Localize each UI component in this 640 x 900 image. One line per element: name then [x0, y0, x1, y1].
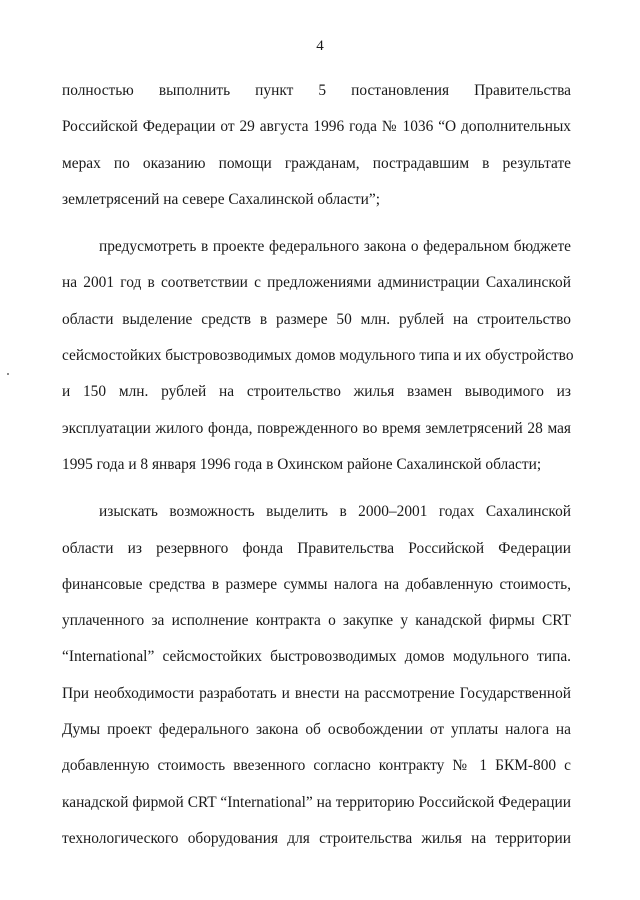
text-line: эксплуатации жилого фонда, поврежденного во время землетрясений 28 мая — [62, 419, 571, 437]
paragraph-gap — [62, 489, 571, 500]
text-line: сейсмостойких быстровозводимых домов модульного типа и их обустройство — [62, 347, 574, 365]
text-line: изыскать возможность выделить в 2000–2001 годах Сахалинской — [99, 503, 571, 521]
text-line: Российской Федерации от 29 августа 1996 года № 1036 “О дополнительных — [62, 118, 571, 136]
text-line: уплаченного за исполнение контракта о закупке у канадской фирмы CRT — [62, 612, 571, 630]
text-line: области из резервного фонда Правительства Российской Федерации — [62, 539, 571, 557]
text-line: При необходимости разработать и внести на рассмотрение Государственной — [62, 684, 571, 702]
scan-speck — [7, 373, 9, 375]
document-body — [62, 79, 574, 863]
paragraph-3 — [62, 500, 571, 863]
paragraph-1 — [62, 79, 571, 224]
text-line: полностью выполнить пункт 5 постановления Правительства — [62, 82, 571, 99]
text-line: добавленную стоимость ввезенного согласно контракту № 1 БКМ-800 с — [62, 757, 571, 775]
text-line: и 150 млн. рублей на строительство жилья взамен выводимого из — [62, 383, 571, 401]
text-line: 1995 года и 8 января 1996 года в Охинском районе Сахалинской области; — [62, 455, 542, 473]
text-line: технологического оборудования для строительства жилья на территории — [62, 829, 571, 847]
text-line: землетрясений на севере Сахалинской области”; — [62, 190, 380, 208]
text-line: канадской фирмой CRT “International” на территорию Российской Федерации — [62, 793, 571, 811]
page-number: 4 — [316, 38, 324, 54]
paragraph-2 — [62, 235, 574, 489]
text-line: мерах по оказанию помощи гражданам, пострадавшим в результате — [62, 154, 571, 172]
text-line: Думы проект федерального закона об освобождении от уплаты налога на — [62, 721, 571, 739]
text-line: финансовые средства в размере суммы налога на добавленную стоимость, — [62, 575, 571, 593]
text-line: “International” сейсмостойких быстровозводимых домов модульного типа. — [62, 648, 571, 666]
text-line: области выделение средств в размере 50 млн. рублей на строительство — [62, 310, 571, 328]
text-line: на 2001 год в соответствии с предложениями администрации Сахалинской — [62, 274, 571, 292]
text-line: предусмотреть в проекте федерального закона о федеральном бюджете — [99, 238, 571, 256]
paragraph-gap — [62, 224, 571, 235]
